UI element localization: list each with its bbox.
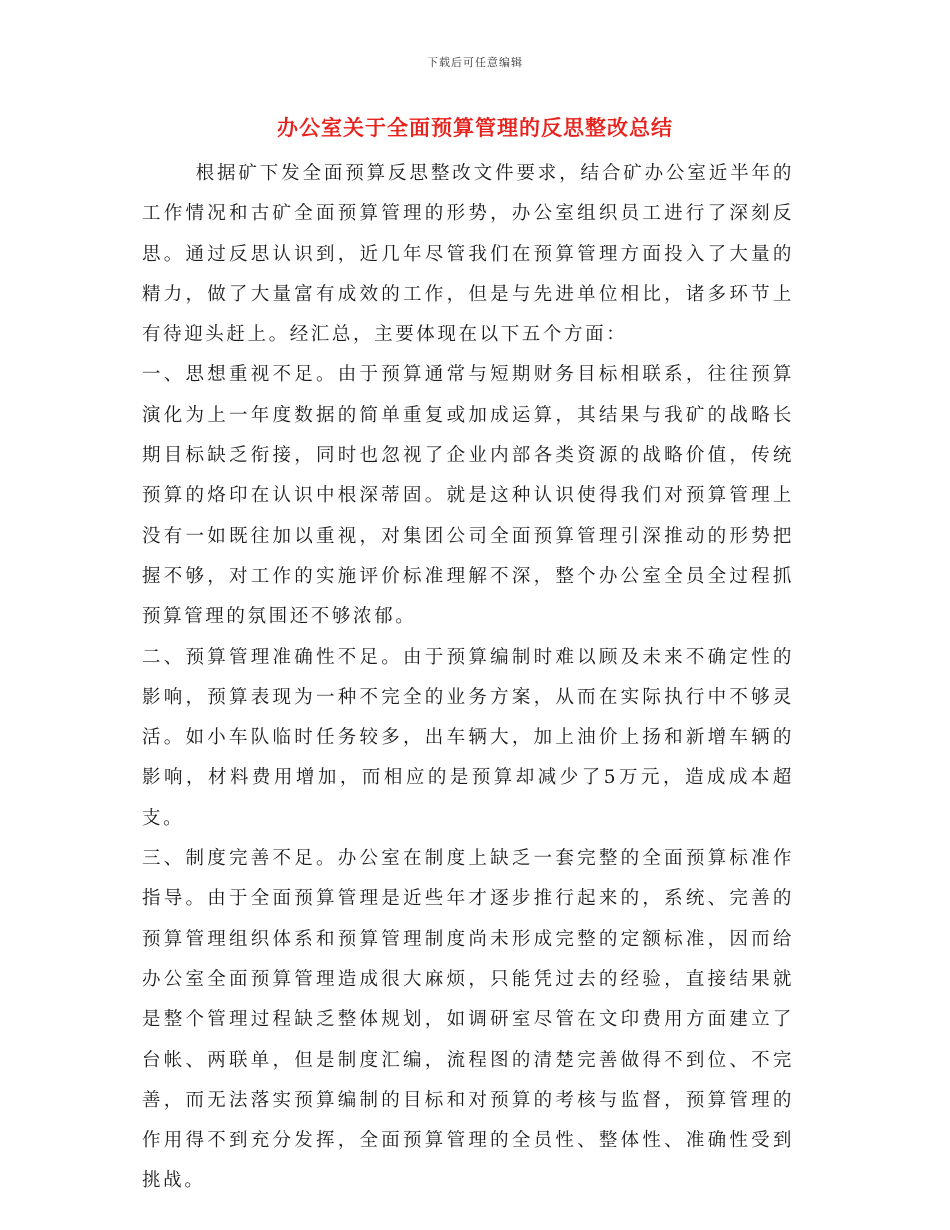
paragraph-point-one: 一、思想重视不足。由于预算通常与短期财务目标相联系，往往预算演化为上一年度数据的简单重复或加成运算，其结果与我矿的战略长期目标缺乏衔接，同时也忽视了企业内部各类资源的战略价值，传统预算的烙印在认识中根深蒂固。就是这种认识使得我们对预算管理上没有一如既往加以重视，对集团公司全面预算管理引深推动的形势把握不够，对工作的实施评价标准理解不深，整个办公室全员全过程抓预算管理的氛围还不够浓郁。 bbox=[142, 364, 794, 628]
document-title: 办公室关于全面预算管理的反思整改总结 bbox=[277, 115, 673, 140]
paragraph-point-three: 三、制度完善不足。办公室在制度上缺乏一套完整的全面预算标准作指导。由于全面预算管理是近些年才逐步推行起来的，系统、完善的预算管理组织体系和预算管理制度尚未形成完整的定额标准，因而给办公室全面预算管理造成很大麻烦，只能凭过去的经验，直接结果就是整个管理过程缺乏整体规划，如调研室尽管在文印费用方面建立了台帐、两联单，但是制度汇编，流程图的清楚完善做得不到位、不完善，而无法落实预算编制的目标和对预算的考核与监督，预算管理的作用得不到充分发挥，全面预算管理的全员性、整体性、准确性受到挑战。 bbox=[142, 848, 794, 1192]
paragraph-point-two: 二、预算管理准确性不足。由于预算编制时难以顾及未来不确定性的影响，预算表现为一种不完全的业务方案，从而在实际执行中不够灵活。如小车队临时任务较多，出车辆大，加上油价上扬和新增车辆的影响，材料费用增加，而相应的是预算却减少了5万元，造成成本超支。 bbox=[142, 646, 794, 829]
header-note: 下载后可任意编辑 bbox=[427, 56, 523, 69]
document-body bbox=[142, 154, 794, 1202]
paragraph-intro: 根据矿下发全面预算反思整改文件要求，结合矿办公室近半年的工作情况和古矿全面预算管理的形势，办公室组织员工进行了深刻反思。通过反思认识到，近几年尽管我们在预算管理方面投入了大量的精力，做了大量富有成效的工作，但是与先进单位相比，诸多环节上有待迎头赶上。经汇总，主要体现在以下五个方面： bbox=[142, 163, 794, 346]
